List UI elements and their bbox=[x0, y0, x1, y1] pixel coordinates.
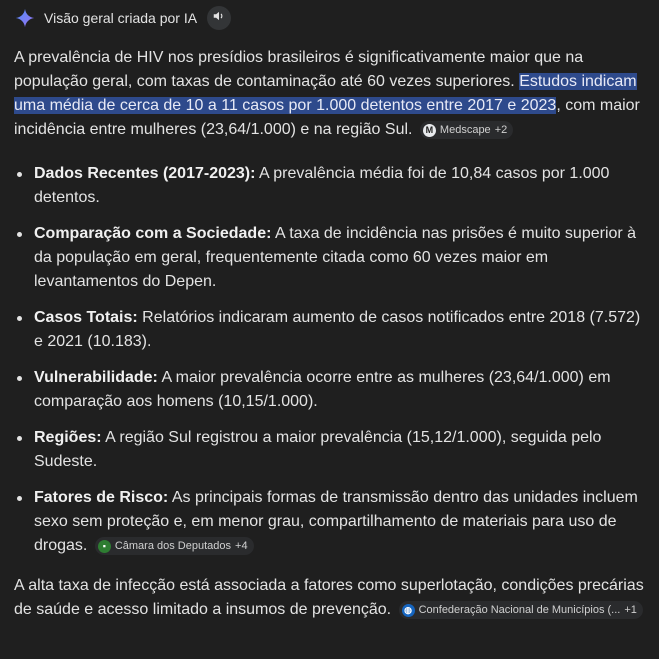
bullet-heading: Comparação com a Sociedade: bbox=[34, 225, 272, 242]
outro-text: A alta taxa de infecção está associada a fatores como superlotação, condições precárias de saúde e acesso limitado a insumos de prevenção. bbox=[14, 577, 644, 618]
source-chip-label: Confederação Nacional de Municípios (... bbox=[418, 604, 621, 616]
bullet-text: A maior prevalência ocorre entre as mulheres (23,64/1.000) em comparação aos homens (10,15/1.000). bbox=[34, 369, 611, 410]
speaker-icon bbox=[212, 9, 226, 28]
source-chip-count: +4 bbox=[235, 540, 248, 552]
ai-overview-title: Visão geral criada por IA bbox=[44, 10, 198, 26]
outro-paragraph bbox=[14, 574, 650, 622]
bullet-list bbox=[14, 162, 650, 558]
bullet-heading: Fatores de Risco: bbox=[34, 489, 169, 506]
intro-text-after: , com maior incidência entre mulheres (23,64/1.000) e na região Sul. bbox=[14, 97, 640, 138]
intro-text: A prevalência de HIV nos presídios brasileiros é significativamente maior que na população geral, com taxas de contaminação até 60 vezes superiores. bbox=[14, 49, 584, 90]
bullet-heading: Regiões: bbox=[34, 429, 102, 446]
gemini-sparkle-icon bbox=[14, 7, 36, 29]
ai-overview-header bbox=[14, 0, 650, 36]
source-chip-cnm[interactable] bbox=[399, 601, 643, 619]
list-item bbox=[14, 366, 650, 414]
cnm-globe-icon: ◍ bbox=[402, 604, 415, 617]
bullet-text: A prevalência média foi de 10,84 casos por 1.000 detentos. bbox=[34, 165, 610, 206]
medscape-icon: M bbox=[423, 124, 436, 137]
source-chip-label: Medscape bbox=[439, 124, 491, 136]
bullet-heading: Vulnerabilidade: bbox=[34, 369, 158, 386]
camara-icon: ▪ bbox=[98, 540, 111, 553]
highlighted-text: Estudos indicam uma média de cerca de 10 a 11 casos por 1.000 detentos entre 2017 e 2023 bbox=[14, 73, 637, 114]
bullet-text: A taxa de incidência nas prisões é muito superior à da população em geral, frequentemente citada como 60 vezes maior em levantamentos do Depen. bbox=[34, 225, 637, 290]
list-item bbox=[14, 486, 650, 558]
list-item bbox=[14, 426, 650, 474]
source-chip-label: Câmara dos Deputados bbox=[114, 540, 232, 552]
list-item bbox=[14, 162, 650, 210]
bullet-heading: Casos Totais: bbox=[34, 309, 138, 326]
source-chip-medscape[interactable] bbox=[420, 121, 513, 139]
source-chip-count: +2 bbox=[494, 124, 508, 136]
ai-overview bbox=[14, 0, 650, 622]
source-chip-camara[interactable] bbox=[95, 537, 254, 555]
listen-button[interactable] bbox=[207, 6, 231, 30]
list-item bbox=[14, 306, 650, 354]
bullet-text: As principais formas de transmissão dentro das unidades incluem sexo sem proteção e, em menor grau, compartilhamento de materiais para uso de drogas. bbox=[34, 489, 638, 554]
intro-paragraph bbox=[14, 46, 650, 142]
source-chip-count: +1 bbox=[624, 604, 637, 616]
bullet-heading: Dados Recentes (2017-2023): bbox=[34, 165, 256, 182]
bullet-text: Relatórios indicaram aumento de casos notificados entre 2018 (7.572) e 2021 (10.183). bbox=[34, 309, 641, 350]
bullet-text: A região Sul registrou a maior prevalência (15,12/1.000), seguida pelo Sudeste. bbox=[34, 429, 602, 470]
list-item bbox=[14, 222, 650, 294]
